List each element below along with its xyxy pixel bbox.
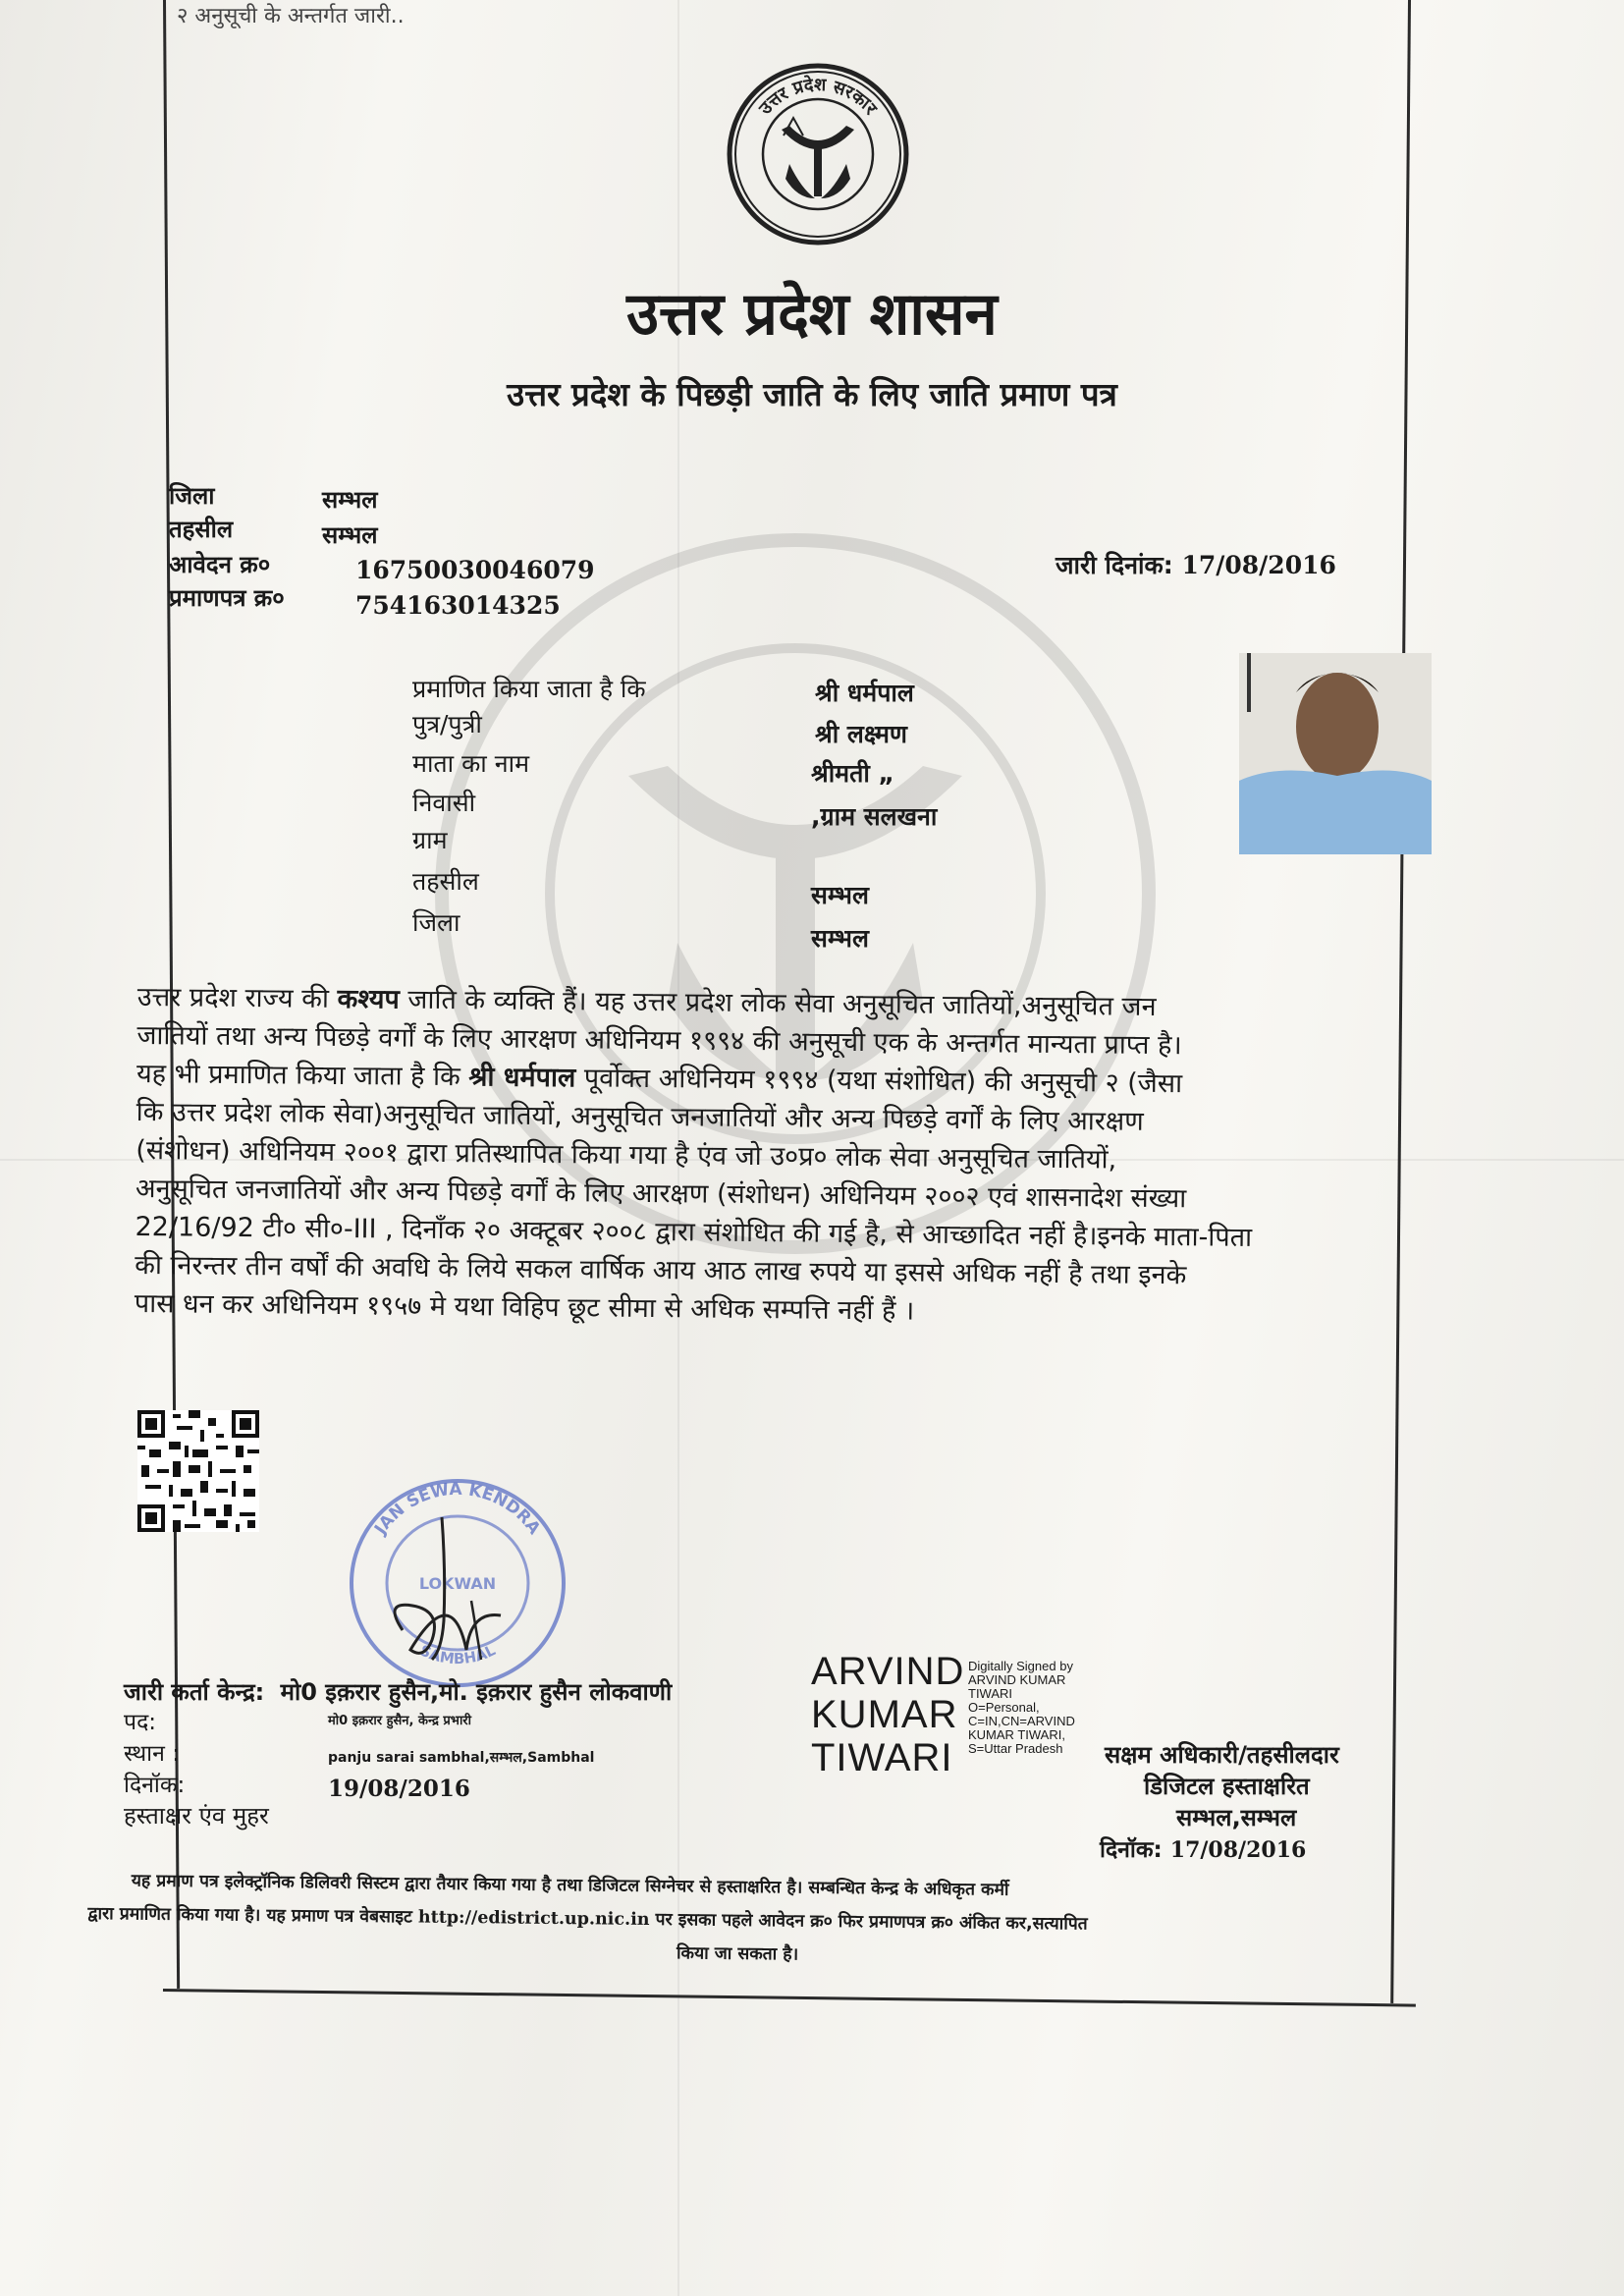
body-line: पास धन कर अधिनियम १९५७ मे यथा विहिप छूट सीमा से अधिक सम्पत्ति नहीं हैं ।	[134, 1287, 915, 1327]
seal-text-bottom: SAMBHAL	[416, 1641, 499, 1668]
seal-text-top: JAN SEWA KENDRA	[370, 1479, 545, 1539]
body-line: जातियों तथा अन्य पिछड़े वर्गों के लिए आरक्षण अधिनियम १९९४ की अनुसूची एक के अन्तर्गत मान्यता प्राप्त है।	[136, 1019, 1182, 1062]
issue-date-value: 17/08/2016	[1181, 551, 1336, 579]
issuing-centre-value: मो0 इक़रार हुसैन,मो. इक़रार हुसैन लोकवाणी	[280, 1678, 673, 1706]
issuer-date-label: दिनॉक:	[124, 1773, 186, 1798]
tehsil-value: सम्भल	[322, 521, 378, 549]
body-line: कि उत्तर प्रदेश लोक सेवा)अनुसूचित जातियों, अनुसूचित जनजातियों और अन्य पिछड़े वर्गों के लिए आरक्षण	[135, 1096, 1144, 1137]
authority-place: सम्भल,सम्भल	[1176, 1804, 1297, 1831]
sign-and-seal-label: हस्ताक्षर एंव मुहर	[124, 1802, 269, 1830]
applicant-name-inline: श्री धर्मपाल	[468, 1062, 576, 1094]
application-number: 16750030046079	[355, 556, 595, 584]
body-text-segment: पूर्वोक्त अधिनियम १९९४ (यथा संशोधित) की अनुसूची २ (जैसा	[583, 1063, 1183, 1100]
issuing-centre-label: जारी कर्ता केन्द्र:	[124, 1678, 265, 1706]
applicant-name: श्री धर्मपाल	[815, 679, 914, 707]
authority-date-value: 17/08/2016	[1169, 1837, 1307, 1863]
person-tehsil-value: सम्भल	[811, 881, 869, 909]
person-tehsil-label: तहसील	[412, 867, 479, 896]
body-line: (संशोधन) अधिनियम २००१ द्वारा प्रतिस्थापित किया गया है एंव जो उ०प्र० लोक सेवा अनुसूचित जातियों,	[135, 1134, 1117, 1175]
caste-name: कश्यप	[337, 983, 400, 1015]
place-label: स्थान :	[124, 1741, 180, 1767]
emblem-text: उत्तर प्रदेश सरकार	[755, 74, 882, 119]
child-of-label: पुत्र/पुत्री	[412, 710, 482, 738]
district-value: सम्भल	[322, 486, 378, 514]
handwritten-signature-icon	[373, 1512, 530, 1669]
application-label: आवेदन क्र०	[169, 551, 271, 578]
village-label: ग्राम	[412, 826, 448, 854]
applicant-photo	[1239, 653, 1432, 854]
digitally-signed-label: डिजिटल हस्ताक्षरित	[1144, 1773, 1310, 1800]
tehsil-label: तहसील	[169, 516, 234, 543]
footer-line: यह प्रमाण पत्र इलेक्ट्रॉनिक डिलिवरी सिस्टम द्वारा तैयार किया गया है तथा डिजिटल सिग्नेचर से हस्ताक्षरित है। सम्बन्धित केन्द्र के अधिकृत कर्मी	[131, 1871, 1009, 1900]
district-label: जिला	[169, 482, 215, 510]
footer-text-segment: द्वारा प्रमाणित किया गया है। यह प्रमाण पत्र वेबसाइट	[87, 1903, 412, 1928]
digital-signature-detail: C=IN,CN=ARVIND	[968, 1714, 1075, 1728]
digital-signature-detail: KUMAR TIWARI,	[968, 1727, 1065, 1742]
authority-date-label: दिनॉक:	[1100, 1837, 1163, 1863]
digital-signature-detail: ARVIND KUMAR	[968, 1672, 1066, 1687]
post-label: पद:	[124, 1710, 157, 1735]
issuer-date-value: 19/08/2016	[328, 1776, 470, 1802]
certificate-body	[135, 978, 1414, 1335]
person-district-label: जिला	[412, 908, 460, 937]
digital-signature-detail: Digitally Signed by	[968, 1659, 1073, 1673]
footer-line: किया जा सकता है।	[676, 1943, 799, 1965]
body-line: अनुसूचित जनजातियों और अन्य पिछड़े वर्गों के लिए आरक्षण (संशोधन) अधिनियम २००२ एवं शासनादेश संख्या	[135, 1173, 1187, 1215]
digital-signer-name-line2: KUMAR	[811, 1693, 958, 1736]
digital-signer-name-line1: ARVIND	[811, 1650, 965, 1693]
issuing-centre	[124, 1675, 672, 1708]
page-top-fragment: २ अनुसूची के अन्तर्गत जारी..	[177, 4, 405, 28]
seal-text-mid: LOKWAN	[418, 1574, 497, 1593]
resident-value: ,ग्राम सलखना	[811, 802, 938, 831]
body-text-segment: जाति के व्यक्ति हैं। यह उत्तर प्रदेश लोक सेवा अनुसूचित जातियों,अनुसूचित जन	[407, 984, 1157, 1022]
place-value: panju sarai sambhal,सम्भल,Sambhal	[328, 1750, 595, 1766]
up-government-emblem-icon	[725, 61, 911, 247]
footer-note	[87, 1864, 1404, 1978]
body-line: की निरन्तर तीन वर्षों की अवधि के लिये सकल वार्षिक आय आठ लाख रुपये या इससे अधिक नहीं है तथा इनके	[135, 1249, 1187, 1291]
person-district-value: सम्भल	[811, 924, 869, 953]
page-title: उत्तर प्रदेश शासन	[626, 280, 998, 349]
digital-signer-name-line3: TIWARI	[811, 1736, 953, 1779]
qr-code-icon	[137, 1410, 259, 1532]
authority-date	[1100, 1832, 1306, 1864]
body-text-segment: उत्तर प्रदेश राज्य की	[136, 981, 330, 1014]
mother-name: श्रीमती „	[811, 759, 894, 788]
certify-label: प्रमाणित किया जाता है कि	[412, 675, 646, 703]
certificate-label: प्रमाणपत्र क्र०	[169, 584, 285, 612]
father-name: श्री लक्ष्मण	[815, 720, 907, 748]
issue-date	[1056, 548, 1336, 581]
certificate-number: 754163014325	[355, 591, 561, 620]
footer-website-link[interactable]: http://edistrict.up.nic.in	[417, 1907, 650, 1930]
resident-label: निवासी	[412, 789, 476, 817]
authority-title: सक्षम अधिकारी/तहसीलदार	[1105, 1741, 1339, 1769]
body-line: 22/16/92 टी० सी०-III , दिनाँक २० अक्टूबर २००८ द्वारा संशोधित की गई है, से आच्छादित नहीं है।इनके माता-पिता	[135, 1211, 1253, 1253]
mother-label: माता का नाम	[412, 749, 530, 778]
digital-signature-detail: S=Uttar Pradesh	[968, 1741, 1063, 1756]
body-text-segment: यह भी प्रमाणित किया जाता है कि	[135, 1058, 460, 1093]
issue-date-label: जारी दिनांक:	[1056, 551, 1173, 579]
page-subtitle: उत्तर प्रदेश के पिछड़ी जाति के लिए जाति प्रमाण पत्र	[507, 375, 1117, 413]
footer-text-segment: पर इसका पहले आवेदन क्र० फिर प्रमाणपत्र क्र० अंकित कर,सत्यापित	[655, 1910, 1088, 1935]
post-value: मो0 इक़रार हुसैन, केन्द्र प्रभारी	[328, 1714, 471, 1728]
digital-signature-detail: O=Personal,	[968, 1700, 1040, 1715]
digital-signature-detail: TIWARI	[968, 1686, 1013, 1701]
